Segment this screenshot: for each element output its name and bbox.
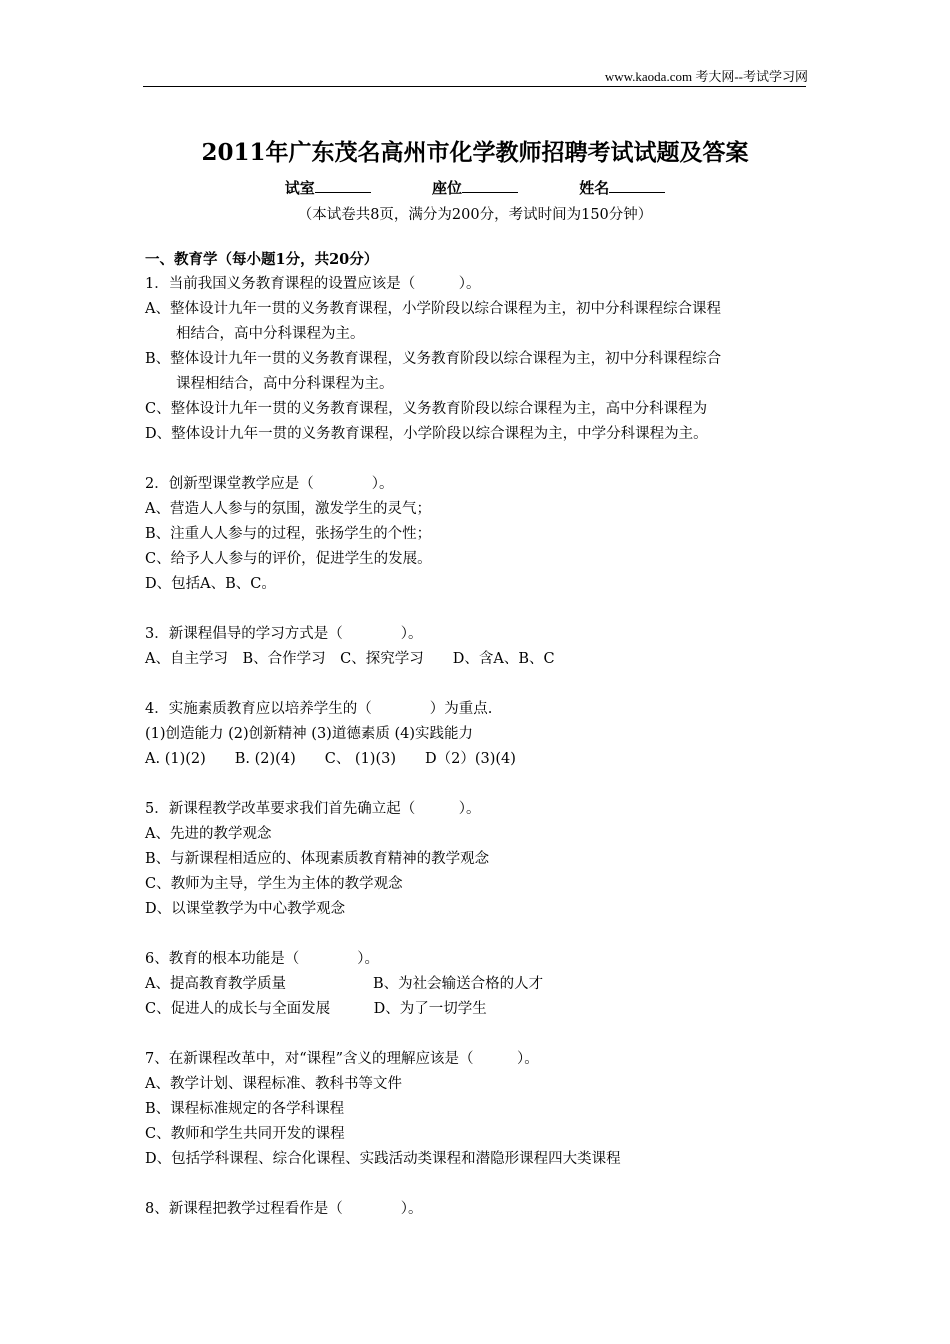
exam-info-fields bbox=[0, 177, 950, 198]
question-7-option-c: C、教师和学生共同开发的课程 bbox=[145, 1126, 345, 1142]
room-label: 试室 bbox=[284, 179, 315, 197]
room-blank bbox=[315, 180, 371, 193]
question-7-stem: 7、在新课程改革中，对“课程”含义的理解应该是（ ）。 bbox=[145, 1051, 539, 1067]
question-5-option-b: B、与新课程相适应的、体现素质教育精神的教学观念 bbox=[145, 851, 490, 867]
question-2-option-b: B、注重人人参与的过程，张扬学生的个性； bbox=[145, 526, 432, 542]
name-field bbox=[579, 177, 665, 198]
exam-note: （本试卷共8页，满分为200分，考试时间为150分钟） bbox=[297, 207, 653, 223]
question-1-option-b-cont: 课程相结合，高中分科课程为主。 bbox=[176, 376, 394, 392]
exam-content bbox=[145, 247, 810, 1222]
question-1-option-a-cont: 相结合，高中分科课程为主。 bbox=[176, 326, 365, 342]
question-6-options-ab: A、提高教育教学质量 B、为社会输送合格的人才 bbox=[145, 976, 544, 992]
question-4-items: (1)创造能力 (2)创新精神 (3)道德素质 (4)实践能力 bbox=[145, 726, 473, 742]
question-7-option-b: B、课程标准规定的各学科课程 bbox=[145, 1101, 345, 1117]
question-6-stem: 6、教育的根本功能是（ ）。 bbox=[145, 951, 379, 967]
document-title: 2011年广东茂名高州市化学教师招聘考试试题及答案 bbox=[201, 139, 749, 166]
seat-label: 座位 bbox=[431, 179, 462, 197]
header-site-text: www.kaoda.com 考大网--考试学习网 bbox=[604, 69, 808, 84]
question-6-options-cd: C、促进人的成长与全面发展 D、为了一切学生 bbox=[145, 1001, 487, 1017]
question-7-option-d: D、包括学科课程、综合化课程、实践活动类课程和潜隐形课程四大类课程 bbox=[145, 1151, 621, 1167]
room-field bbox=[285, 177, 371, 198]
question-1-stem: 1．当前我国义务教育课程的设置应该是（ ）。 bbox=[145, 276, 481, 292]
question-3-options: A、自主学习 B、合作学习 C、探究学习 D、含A、B、C bbox=[145, 651, 555, 667]
question-2-stem: 2．创新型课堂教学应是（ ）。 bbox=[145, 476, 394, 492]
question-2-option-c: C、给予人人参与的评价，促进学生的发展。 bbox=[145, 551, 432, 567]
question-5-option-c: C、教师为主导，学生为主体的教学观念 bbox=[145, 876, 403, 892]
question-2-option-d: D、包括A、B、C。 bbox=[145, 576, 276, 592]
question-5-option-d: D、以课堂教学为中心教学观念 bbox=[145, 901, 346, 917]
question-1-option-c: C、整体设计九年一贯的义务教育课程，义务教育阶段以综合课程为主，高中分科课程为 bbox=[145, 401, 708, 417]
question-5-stem: 5．新课程教学改革要求我们首先确立起（ ）。 bbox=[145, 801, 481, 817]
seat-field bbox=[432, 177, 518, 198]
question-4-options: A. (1)(2) B. (2)(4) C、 (1)(3) D（2）(3)(4) bbox=[145, 751, 516, 767]
question-4-stem: 4．实施素质教育应以培养学生的（ ）为重点. bbox=[145, 701, 493, 717]
header-rule bbox=[143, 86, 806, 87]
question-7-option-a: A、教学计划、课程标准、教科书等文件 bbox=[145, 1076, 402, 1092]
question-3-stem: 3．新课程倡导的学习方式是（ ）。 bbox=[145, 626, 423, 642]
question-1-option-a: A、整体设计九年一贯的义务教育课程，小学阶段以综合课程为主，初中分科课程综合课程 bbox=[145, 301, 721, 317]
name-label: 姓名 bbox=[579, 179, 610, 197]
section-heading: 一、教育学（每小题1分，共20分） bbox=[145, 251, 379, 268]
question-5-option-a: A、先进的教学观念 bbox=[145, 826, 272, 842]
name-blank bbox=[609, 180, 665, 193]
seat-blank bbox=[462, 180, 518, 193]
question-2-option-a: A、营造人人参与的氛围，激发学生的灵气； bbox=[145, 501, 431, 517]
question-1-option-b: B、整体设计九年一贯的义务教育课程，义务教育阶段以综合课程为主，初中分科课程综合 bbox=[145, 351, 722, 367]
question-1-option-d: D、整体设计九年一贯的义务教育课程，小学阶段以综合课程为主，中学分科课程为主。 bbox=[145, 426, 708, 442]
question-8-stem: 8、新课程把教学过程看作是（ ）。 bbox=[145, 1201, 423, 1217]
